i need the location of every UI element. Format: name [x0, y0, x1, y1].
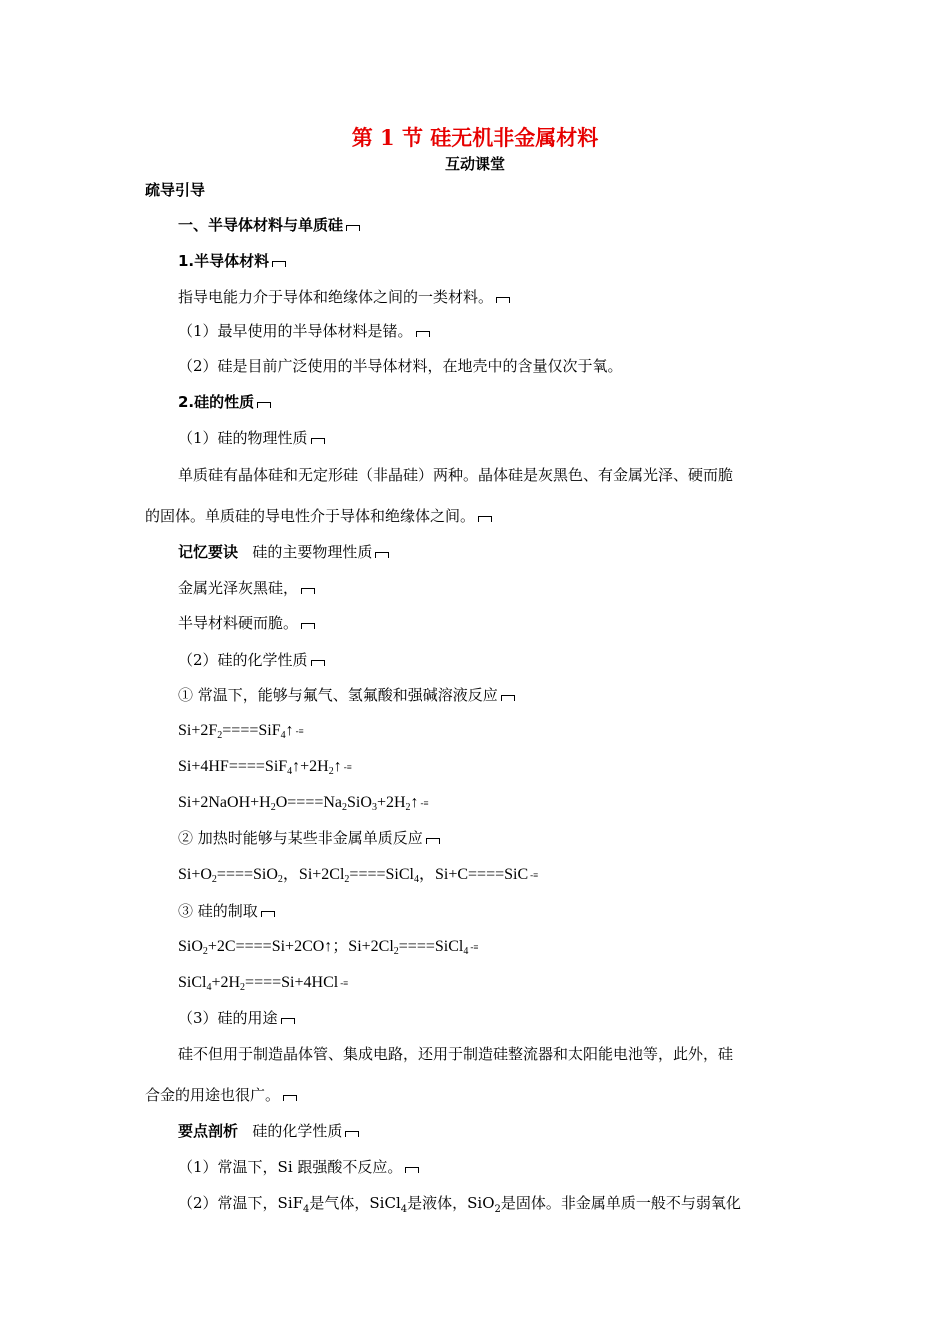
- paragraph-mark-icon: [501, 695, 515, 701]
- paragraph-definition: 指导电能力介于导体和绝缘体之间的一类材料。: [178, 287, 510, 307]
- line-end-icon: -≡: [470, 942, 479, 952]
- line-end-icon: -≡: [530, 870, 539, 880]
- paragraph-mark-icon: [261, 911, 275, 917]
- paragraph-mark-icon: [311, 438, 325, 444]
- paragraph-mark-icon: [416, 331, 430, 337]
- key-point-1: （1）常温下，Si 跟强酸不反应。: [178, 1157, 419, 1177]
- memory-line2: 半导材料硬而脆。: [178, 613, 315, 633]
- paragraph-mark-icon: [375, 552, 389, 558]
- heading-semiconductor: 一、半导体材料与单质硅: [178, 215, 360, 235]
- paragraph-mark-icon: [478, 516, 492, 522]
- equation-1: $Si+2F_2====SiF_4↑$ -≡: [178, 722, 304, 741]
- equation-4: $Si+O_2====SiO_2$，$Si+2Cl_2====SiCl_4$，Si+C====SiC -≡: [178, 866, 539, 885]
- paragraph-germanium: （1）最早使用的半导体材料是锗。: [178, 321, 430, 341]
- memory-tip-label: 记忆要诀: [178, 543, 239, 561]
- subheading-physical: （1）硅的物理性质: [178, 428, 325, 448]
- paragraph-physical-line1: 单质硅有晶体硅和无定形硅（非晶硅）两种。晶体硅是灰黑色、有金属光泽、硬而脆: [178, 466, 734, 484]
- paragraph-mark-icon: [301, 623, 315, 629]
- paragraph-physical-line2: 的固体。单质硅的导电性介于导体和绝缘体之间。: [145, 506, 492, 526]
- paragraph-mark-icon: [345, 1131, 359, 1137]
- line-end-icon: -≡: [295, 726, 304, 736]
- section-heading: 疏导引导: [145, 181, 206, 199]
- line-end-icon: -≡: [343, 762, 352, 772]
- page-subtitle: 互动课堂: [444, 155, 505, 173]
- line-end-icon: -≡: [420, 798, 429, 808]
- subheading-chemical: （2）硅的化学性质: [178, 650, 325, 670]
- paragraph-silicon: （2）硅是目前广泛使用的半导体材料，在地壳中的含量仅次于氧。: [178, 357, 623, 375]
- paragraph-mark-icon: [272, 261, 286, 267]
- heading-semiconductor-material: 1.半导体材料: [178, 251, 286, 271]
- page-title: 第 1 节 硅无机非金属材料: [351, 125, 599, 150]
- heading-silicon-properties: 2.硅的性质: [178, 392, 271, 412]
- paragraph-uses-line1: 硅不但用于制造晶体管、集成电路，还用于制造硅整流器和太阳能电池等，此外，硅: [178, 1045, 734, 1063]
- paragraph-mark-icon: [346, 225, 360, 231]
- paragraph-mark-icon: [283, 1095, 297, 1101]
- chem-item-3: ③ 硅的制取: [178, 901, 275, 921]
- paragraph-mark-icon: [496, 297, 510, 303]
- memory-line1: 金属光泽灰黑硅，: [178, 578, 315, 598]
- equation-5: SiO$_2$+2C====Si+2CO↑；$Si+2Cl_2====SiCl_4$ -≡: [178, 938, 479, 957]
- chem-item-2: ② 加热时能够与某些非金属单质反应: [178, 828, 440, 848]
- paragraph-mark-icon: [301, 588, 315, 594]
- key-point-label: 要点剖析: [178, 1122, 239, 1140]
- equation-6: $SiCl_4+2H_2====Si+4HCl$ -≡: [178, 974, 349, 993]
- key-point-2: （2）常温下，SiF$_4$是气体，SiCl$_4$是液体，SiO$_2$是固体。非金属单质一般不与弱氧化: [178, 1194, 741, 1215]
- equation-2: $Si+4HF====SiF_4↑+2H_2↑$ -≡: [178, 758, 352, 777]
- equation-3: $Si+2NaOH+H_2O====Na_2SiO_3+2H_2↑$ -≡: [178, 794, 429, 813]
- paragraph-mark-icon: [281, 1018, 295, 1024]
- key-point: 要点剖析 硅的化学性质: [178, 1121, 359, 1141]
- chem-item-1: ① 常温下，能够与氟气、氢氟酸和强碱溶液反应: [178, 685, 515, 705]
- paragraph-mark-icon: [257, 402, 271, 408]
- paragraph-mark-icon: [405, 1167, 419, 1173]
- paragraph-mark-icon: [311, 660, 325, 666]
- subheading-uses: （3）硅的用途: [178, 1008, 295, 1028]
- paragraph-mark-icon: [426, 838, 440, 844]
- line-end-icon: -≡: [340, 978, 349, 988]
- paragraph-uses-line2: 合金的用途也很广。: [145, 1085, 297, 1105]
- memory-tip: 记忆要诀 硅的主要物理性质: [178, 542, 389, 562]
